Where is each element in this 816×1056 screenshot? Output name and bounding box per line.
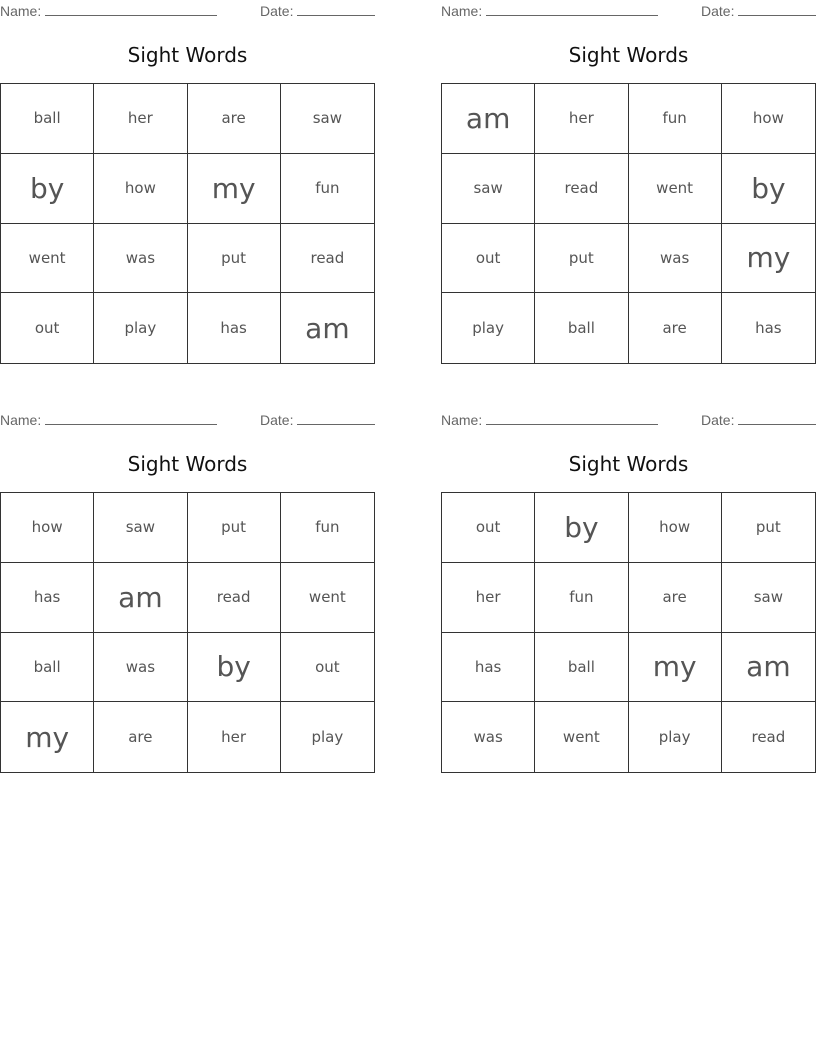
word-cell: play xyxy=(442,293,535,363)
word-cell: went xyxy=(535,702,628,772)
date-blank-line xyxy=(738,3,816,16)
word-cell: has xyxy=(188,293,281,363)
card-header xyxy=(441,409,816,431)
word-cell: her xyxy=(94,84,187,154)
word-cell: play xyxy=(311,728,344,747)
word-cell: was xyxy=(94,633,187,703)
word-cell: out xyxy=(1,293,94,363)
word-cell: went xyxy=(281,563,374,633)
word-cell: saw xyxy=(722,563,815,633)
word-cell: saw xyxy=(94,493,187,563)
word-grid xyxy=(441,492,816,773)
word-cell: am xyxy=(442,84,535,154)
word-cell: put xyxy=(188,493,281,563)
word-cell: her xyxy=(442,563,535,633)
word-cell: fun xyxy=(281,493,374,563)
word-cell: out xyxy=(281,633,374,703)
word-cell: by xyxy=(1,154,94,224)
date-blank-line xyxy=(297,3,375,16)
word-cell: ball xyxy=(535,633,628,703)
name-label: Name: xyxy=(441,3,483,19)
word-cell: fun xyxy=(629,84,722,154)
card-header xyxy=(441,0,816,22)
word-cell: my xyxy=(722,224,815,294)
word-cell: was xyxy=(629,224,722,294)
word-cell: put xyxy=(722,493,815,563)
date-field xyxy=(260,3,375,19)
date-label: Date: xyxy=(260,3,294,19)
word-cell: play xyxy=(629,702,722,772)
word-cell: are xyxy=(94,702,187,772)
date-label: Date: xyxy=(701,412,735,428)
name-label: Name: xyxy=(441,412,483,428)
date-field xyxy=(701,3,816,19)
word-grid xyxy=(0,492,375,773)
date-blank-line xyxy=(297,412,375,425)
word-cell: was xyxy=(442,702,535,772)
word-cell: out xyxy=(442,493,535,563)
card-title: Sight Words xyxy=(127,43,248,67)
word-cell: has xyxy=(1,563,94,633)
word-cell: by xyxy=(535,493,628,563)
word-cell: read xyxy=(188,563,281,633)
bingo-card-4 xyxy=(441,409,816,774)
word-cell: how xyxy=(629,493,722,563)
date-field xyxy=(260,412,375,428)
word-cell: my xyxy=(1,702,94,772)
word-cell: how xyxy=(722,84,815,154)
word-cell: are xyxy=(188,84,281,154)
name-blank-line xyxy=(45,412,217,425)
word-cell: has xyxy=(442,633,535,703)
word-cell: fun xyxy=(281,154,374,224)
word-cell: are xyxy=(629,563,722,633)
word-cell: was xyxy=(94,224,187,294)
word-cell: has xyxy=(755,319,782,338)
card-header xyxy=(0,409,375,431)
name-label: Name: xyxy=(0,412,42,428)
card-title: Sight Words xyxy=(568,452,689,476)
word-cell: ball xyxy=(1,633,94,703)
word-cell: read xyxy=(281,224,374,294)
word-cell: fun xyxy=(535,563,628,633)
word-cell: her xyxy=(188,702,281,772)
name-blank-line xyxy=(486,3,658,16)
word-cell: ball xyxy=(535,293,628,363)
word-cell: how xyxy=(1,493,94,563)
name-field xyxy=(441,412,658,428)
word-cell: by xyxy=(188,633,281,703)
bingo-card-1 xyxy=(0,0,375,365)
word-cell: am xyxy=(94,563,187,633)
bingo-card-3 xyxy=(0,409,375,774)
word-cell: ball xyxy=(1,84,94,154)
word-cell: read xyxy=(751,728,786,747)
word-cell: saw xyxy=(442,154,535,224)
word-cell: play xyxy=(94,293,187,363)
date-label: Date: xyxy=(260,412,294,428)
word-cell: put xyxy=(535,224,628,294)
word-cell: am xyxy=(722,633,815,703)
word-cell: went xyxy=(1,224,94,294)
name-field xyxy=(0,412,217,428)
card-header xyxy=(0,0,375,22)
word-cell: read xyxy=(535,154,628,224)
word-cell: are xyxy=(629,293,722,363)
word-cell: how xyxy=(94,154,187,224)
word-cell: my xyxy=(629,633,722,703)
card-title: Sight Words xyxy=(568,43,689,67)
date-label: Date: xyxy=(701,3,735,19)
word-cell: put xyxy=(188,224,281,294)
word-cell: by xyxy=(722,154,815,224)
name-field xyxy=(441,3,658,19)
word-cell: her xyxy=(535,84,628,154)
word-grid xyxy=(0,83,375,364)
name-field xyxy=(0,3,217,19)
word-grid xyxy=(441,83,816,364)
word-cell: went xyxy=(629,154,722,224)
word-cell: my xyxy=(188,154,281,224)
name-blank-line xyxy=(45,3,217,16)
bingo-card-2 xyxy=(441,0,816,365)
date-field xyxy=(701,412,816,428)
word-cell: out xyxy=(442,224,535,294)
name-blank-line xyxy=(486,412,658,425)
date-blank-line xyxy=(738,412,816,425)
card-title: Sight Words xyxy=(127,452,248,476)
word-cell: saw xyxy=(281,84,374,154)
word-cell: am xyxy=(305,311,350,345)
name-label: Name: xyxy=(0,3,42,19)
